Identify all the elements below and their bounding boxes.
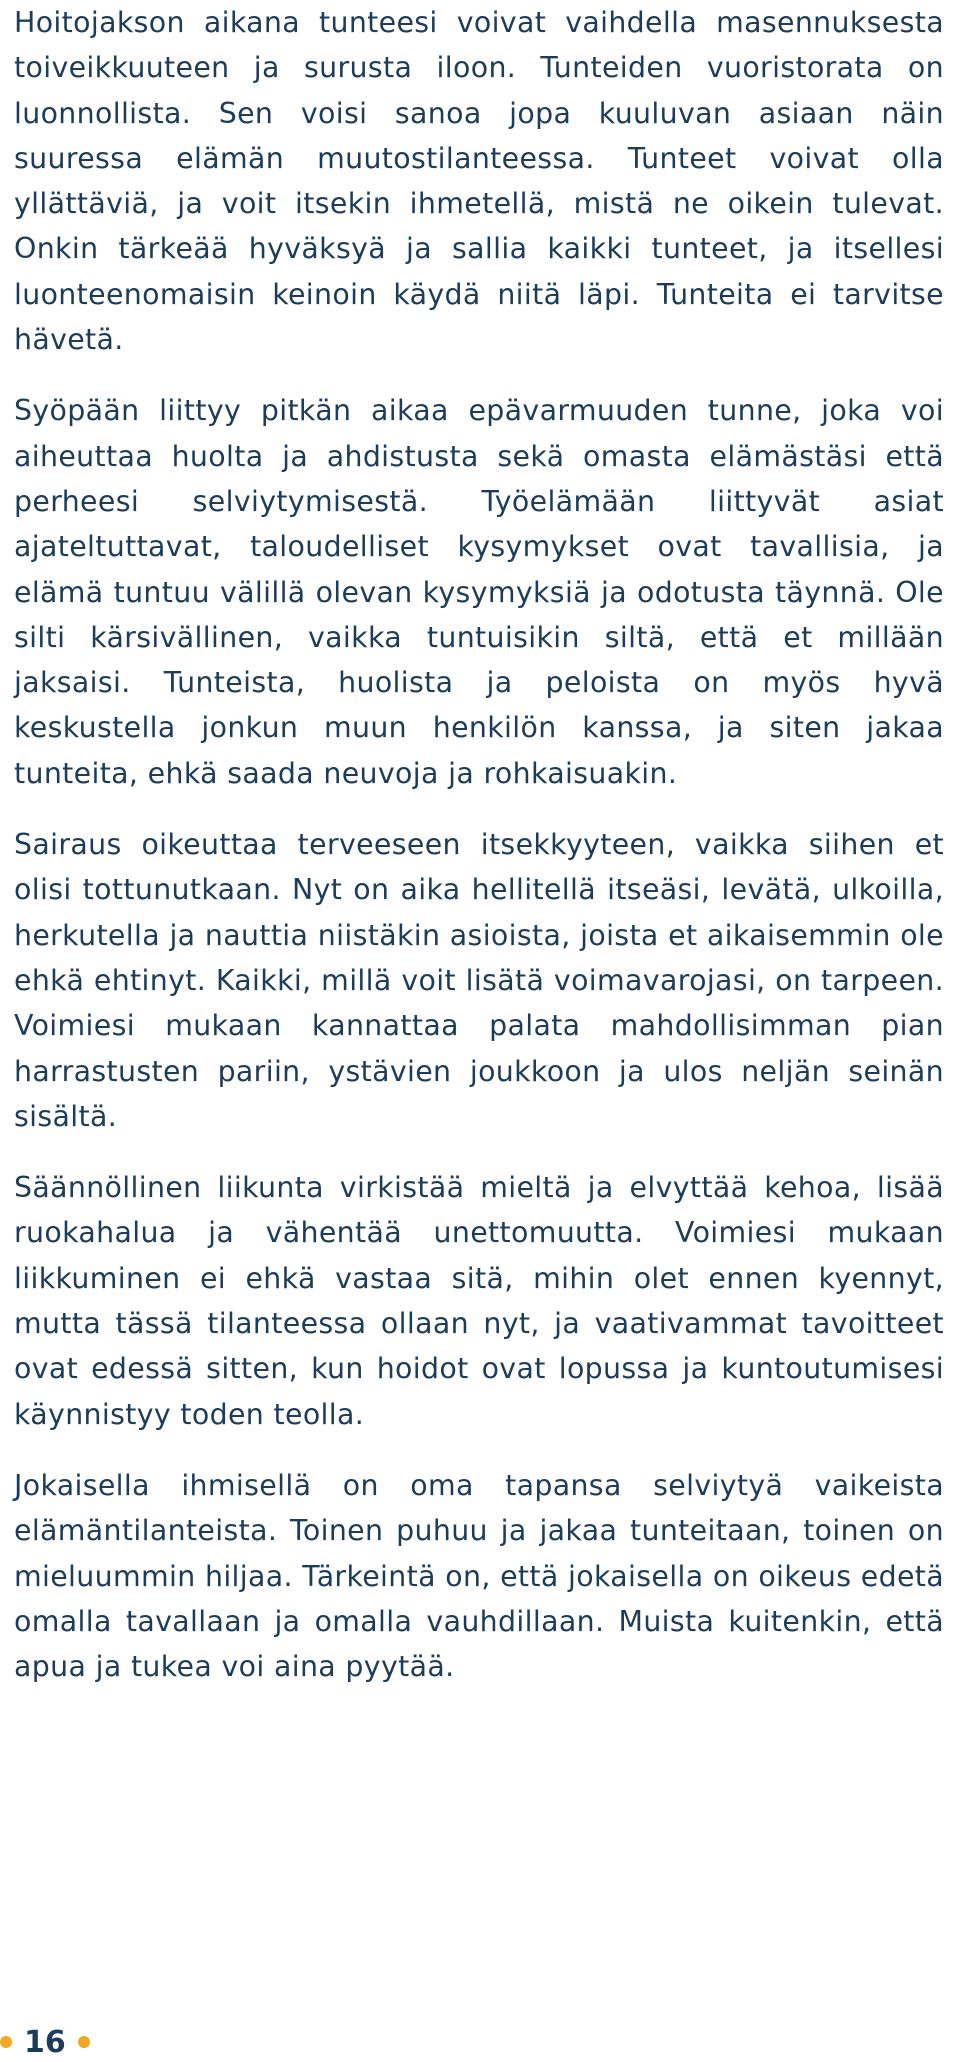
page-number: 16 [24, 2024, 66, 2060]
paragraph: Sairaus oikeuttaa terveeseen itsekkyyteen, vaikka siihen et olisi tottunutkaan. Nyt on aika hellitellä itseäsi, levätä, ulkoilla, herkutella ja nauttia niistäkin asioista, joista et aikaisemmin ole ehkä ehtinyt. Kaikki, millä voit lisätä voimavarojasi, on tarpeen. Voimiesi mukaan kannattaa palata mahdollisimman pian harrastusten pariin, ystävien joukkoon ja ulos neljän seinän sisältä. [14, 828, 944, 1133]
paragraph: Syöpään liittyy pitkän aikaa epävarmuuden tunne, joka voi aiheuttaa huolta ja ahdistusta sekä omasta elämästäsi että perheesi selviytymisestä. Työelämään liittyvät asiat ajateltuttavat, taloudelliset kysymykset ovat tavallisia, ja elämä tuntuu välillä olevan kysymyksiä ja odotusta täynnä. Ole silti kärsivällinen, vaikka tuntuisikin siltä, että et millään jaksaisi. Tunteista, huolista ja peloista on myös hyvä keskustella jonkun muun henkilön kanssa, ja siten jakaa tunteita, ehkä saada neuvoja ja rohkaisuakin. [14, 394, 944, 790]
paragraph: Hoitojakson aikana tunteesi voivat vaihdella masennuksesta toiveikkuuteen ja surusta iloon. Tunteiden vuoristorata on luonnollista. Sen voisi sanoa jopa kuuluvan asiaan näin suuressa elämän muutostilanteessa. Tunteet voivat olla yllättäviä, ja voit itsekin ihmetellä, mistä ne oikein tulevat. Onkin tärkeää hyväksyä ja sallia kaikki tunteet, ja itsellesi luonteenomaisin keinoin käydä niitä läpi. Tunteita ei tarvitse hävetä. [14, 6, 944, 357]
page-footer [0, 2022, 90, 2062]
document-body [14, 0, 944, 1715]
paragraph: Jokaisella ihmisellä on oma tapansa selviytyä vaikeista elämäntilanteista. Toinen puhuu ja jakaa tunteitaan, toinen on mieluummin hiljaa. Tärkeintä on, että jokaisella on oikeus edetä omalla tavallaan ja omalla vauhdillaan. Muista kuitenkin, että apua ja tukea voi aina pyytää. [14, 1468, 944, 1684]
paragraph: Säännöllinen liikunta virkistää mieltä ja elvyttää kehoa, lisää ruokahalua ja vähentää unettomuutta. Voimiesi mukaan liikkuminen ei ehkä vastaa sitä, mihin olet ennen kyennyt, mutta tässä tilanteessa ollaan nyt, ja vaativammat tavoitteet ovat edessä sitten, kun hoidot ovat lopussa ja kuntoutumisesi käynnistyy toden teolla. [14, 1171, 944, 1431]
bullet-dot-icon [0, 2036, 12, 2048]
bullet-dot-icon [78, 2036, 90, 2048]
